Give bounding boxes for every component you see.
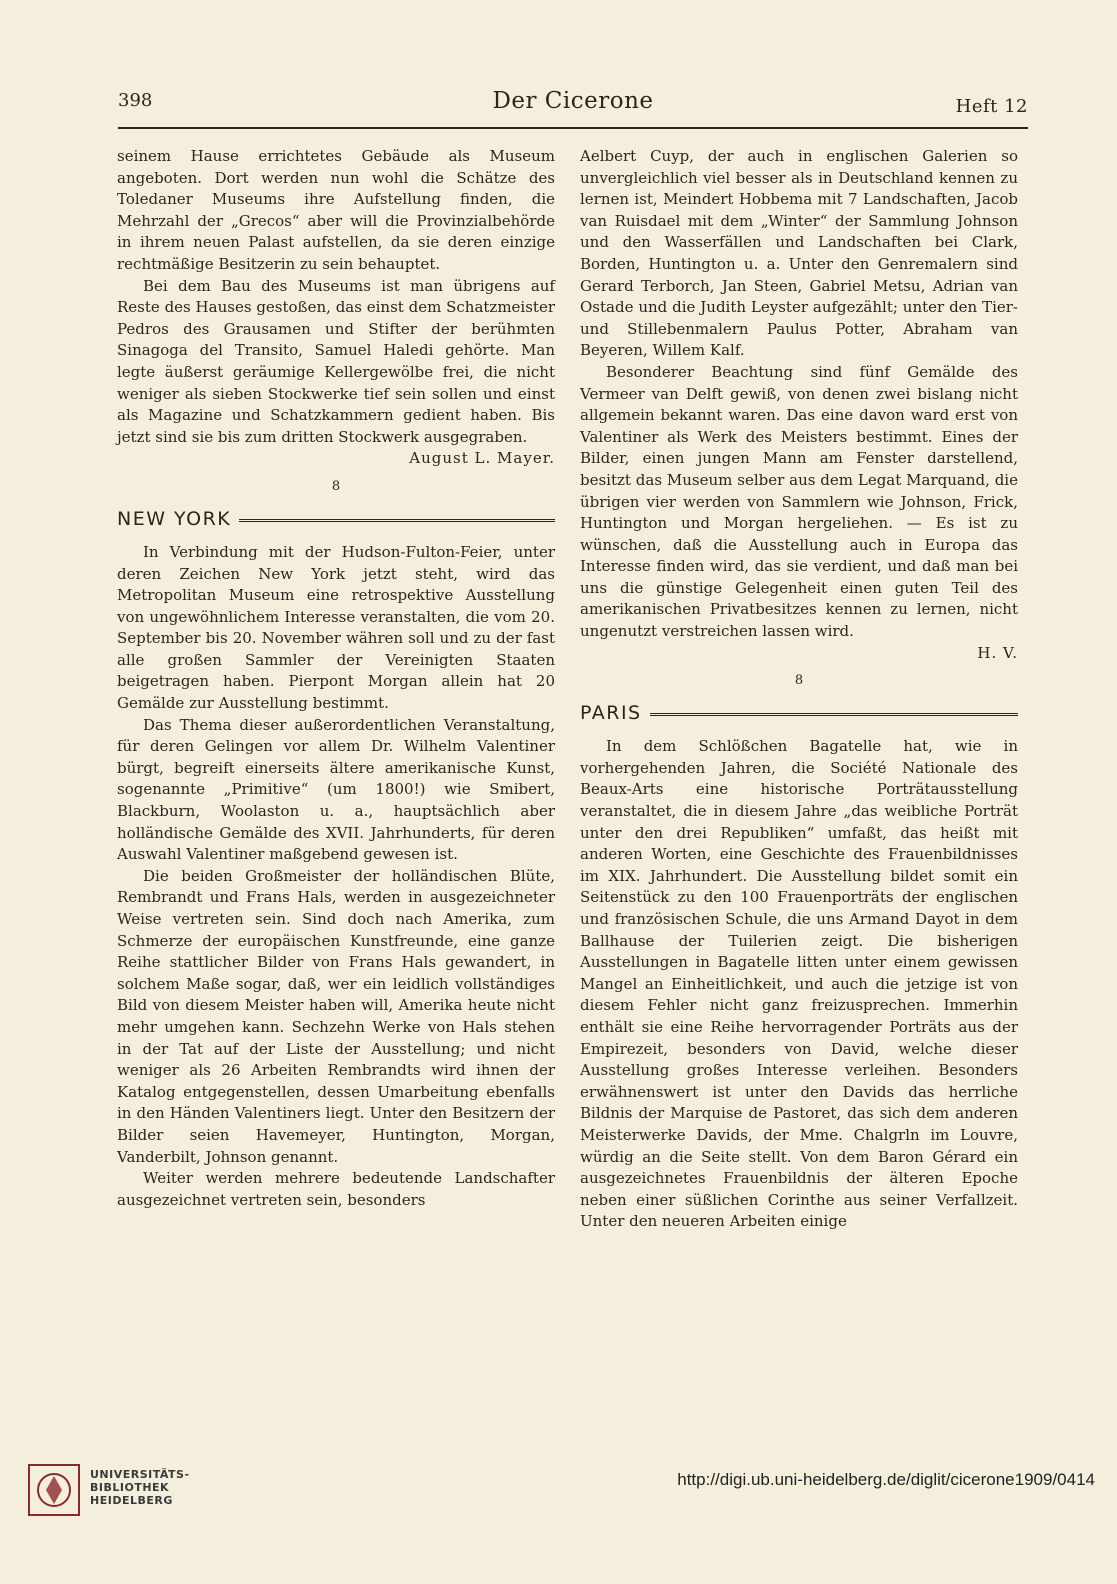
library-name — [90, 1468, 190, 1507]
author-signature: H. V. — [977, 643, 1018, 662]
section-rule — [650, 713, 1018, 719]
university-seal-icon — [28, 1464, 80, 1516]
footer — [0, 1454, 1117, 1584]
section-heading-paris — [580, 698, 1018, 730]
section-title: NEW YORK — [117, 508, 232, 531]
page-header — [118, 84, 1028, 124]
journal-title: Der Cicerone — [492, 88, 654, 114]
left-column — [117, 146, 555, 1211]
section-title: PARIS — [580, 702, 642, 725]
right-column — [580, 146, 1018, 1233]
paragraph: Bei dem Bau des Museums ist man übrigens auf Reste des Hauses gestoßen, das einst dem Schatzmeister Pedros des Grausamen und Stifter der berühmten Sinagoga del Transito, Samuel Haledi gehörte. Man legte äußerst geräumige Kellergewölbe frei, die nicht weniger als sieben Stockwerke tief sein sollen und einst als Magazine und Schatzkammern gedient haben. Bis jetzt sind sie bis zum dritten Stockwerk ausgegraben. — [117, 276, 555, 446]
library-line: HEIDELBERG — [90, 1494, 173, 1507]
paragraph: Das Thema dieser außerordentlichen Veranstaltung, für deren Gelingen vor allem Dr. Wilhelm Valentiner bürgt, begreift einerseits ältere amerikanische Kunst, sogenannte „Primitive“ (um 1800!) wie Smibert, Blackburn, Woolaston u. a., hauptsächlich aber holländische Gemälde des XVII. Jahrhunderts, für deren Auswahl Valentiner maßgebend gewesen ist. — [117, 715, 555, 864]
library-line: BIBLIOTHEK — [90, 1481, 170, 1494]
section-heading-new-york — [117, 504, 555, 536]
header-rule — [118, 127, 1028, 129]
paragraph: Aelbert Cuyp, der auch in englischen Galerien so unvergleichlich viel besser als in Deutschland kennen zu lernen ist, Meindert Hobbema mit 7 Landschaften, Jacob van Ruisdael mit dem „Winter“ der Sammlung Johnson und den Wasserfällen und Landschaften bei Clark, Borden, Huntington u. a. Unter den Genremalern sind Gerard Terborch, Jan Steen, Gabriel Metsu, Adrian van Ostade und die Judith Leyster aufgezählt; unter den Tier- und Stillebenmalern Paulus Potter, Abraham van Beyeren, Willem Kalf. — [580, 147, 1018, 360]
author-signature: August L. Mayer. — [409, 449, 555, 468]
issue-label: Heft 12 — [955, 96, 1028, 117]
paragraph: Besonderer Beachtung sind fünf Gemälde des Vermeer van Delft gewiß, von denen zwei bislang nicht allgemein bekannt waren. Das eine davon ward erst von Valentiner als Werk des Meisters bestimmt. Eines der Bilder, einen jungen Mann am Fenster darstellend, besitzt das Museum selber aus dem Legat Marquand, die übrigen vier werden von Sammlern wie Johnson, Frick, Huntington und Morgan hergeliehen. — Es ist zu wünschen, daß die Ausstellung auch in Europa das Interesse finden wird, das sie verdient, und daß man bei uns die günstige Gelegenheit einen guten Teil des amerikanischen Privatbesitzes kennen zu lernen, nicht ungenutzt verstreichen lassen wird. — [580, 362, 1018, 641]
paragraph: Die beiden Großmeister der holländischen Blüte, Rembrandt und Frans Hals, werden in ausgezeichneter Weise vertreten sein. Sind doch nach Amerika, zum Schmerze der europäischen Kunstfreunde, eine ganze Reihe stattlicher Bilder von Frans Hals gewandert, in solchem Maße sogar, daß, wer ein leidlich vollständiges Bild von diesem Meister haben will, Amerika heute nicht mehr umgehen kann. Sechzehn Werke von Hals stehen in der Tat auf der Liste der Ausstellung; und nicht weniger als 26 Arbeiten Rembrandts wird ihnen der Katalog entgegenstellen, dessen Umarbeitung ebenfalls in den Händen Valentiners liegt. Unter den Besitzern der Bilder seien Havemeyer, Huntington, Morgan, Vanderbilt, Johnson genannt. — [117, 866, 555, 1166]
section-rule — [239, 519, 555, 525]
paragraph: seinem Hause errichtetes Gebäude als Museum angeboten. Dort werden nun wohl die Schätze des Toledaner Museums ihre Aufstellung finden, die Mehrzahl der „Grecos“ aber will die Provinzialbehörde in ihrem neuen Palast aufstellen, da sie deren einzige rechtmäßige Besitzerin zu sein behauptet. — [117, 147, 555, 273]
page-number: 398 — [118, 90, 153, 111]
ornament-icon: 8 — [331, 478, 341, 494]
paragraph: In Verbindung mit der Hudson-Fulton-Feier, unter deren Zeichen New York jetzt steht, wird das Metropolitan Museum eine retrospektive Ausstellung von ungewöhnlichem Interesse veranstalten, die vom 20. September bis 20. November währen soll und zu der fast alle großen Sammler der Vereinigten Staaten beigetragen haben. Pierpont Morgan allein hat 20 Gemälde zur Ausstellung bestimmt. — [117, 542, 555, 713]
permalink-url[interactable]: http://digi.ub.uni-heidelberg.de/diglit/cicerone1909/0414 — [677, 1470, 1095, 1489]
ornament-icon: 8 — [794, 673, 804, 689]
paragraph: In dem Schlößchen Bagatelle hat, wie in vorhergehenden Jahren, die Société Nationale des Beaux-Arts eine historische Porträtausstellung veranstaltet, die in diesem Jahre „das weibliche Porträt unter den drei Republiken“ umfaßt, das heißt mit anderen Worten, eine Geschichte des Frauenbildnisses im XIX. Jahrhundert. Die Ausstellung bildet somit ein Seitenstück zu den 100 Frauenporträts der englischen und französischen Schule, die uns Armand Dayot in dem Ballhause der Tuilerien zeigt. Die bisherigen Ausstellungen in Bagatelle litten unter einem gewissen Mangel an Einheitlichkeit, und auch die jetzige ist von diesem Fehler nicht ganz freizusprechen. Immerhin enthält sie eine Reihe hervorragender Porträts aus der Empirezeit, besonders von David, welche dieser Ausstellung großes Interesse verleihen. Besonders erwähnenswert ist unter den Davids das herrliche Bildnis der Marquise de Pastoret, das sich dem anderen Meisterwerke Davids, der Mme. Chalgrln im Louvre, würdig an die Seite stellt. Von dem Baron Gérard ein ausgezeichnetes Frauenbildnis der älteren Epoche neben einer süßlichen Corinthe aus seiner Verfallzeit. Unter den neueren Arbeiten einige — [580, 737, 1018, 1231]
library-line: UNIVERSITÄTS- — [90, 1468, 190, 1481]
paragraph: Weiter werden mehrere bedeutende Landschafter ausgezeichnet vertreten sein, besonders — [117, 1169, 555, 1209]
